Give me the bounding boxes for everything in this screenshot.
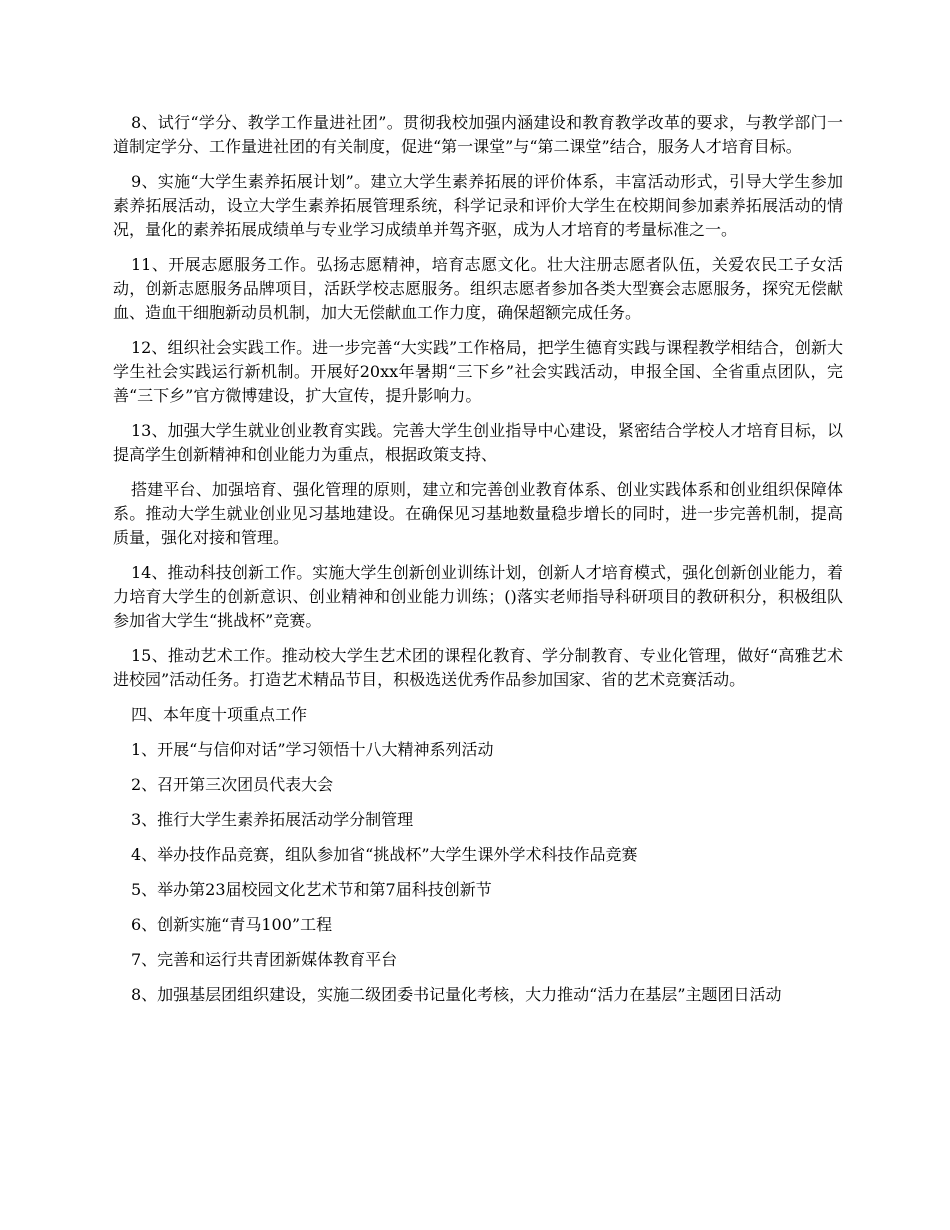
section-heading-key-tasks: 四、本年度十项重点工作 [131,705,308,724]
key-task-item-6: 6、创新实施“青马100”工程 [131,915,333,934]
paragraph-11-volunteer-service: 11、开展志愿服务工作。弘扬志愿精神，培育志愿文化。壮大注册志愿者队伍，关爱农民工子女活动，创新志愿服务品牌项目，活跃学校志愿服务。组织志愿者参加各类大型赛会志愿服务，探究无偿献血、造血干细胞新动员机制，加大无偿献血工作力度，确保超额完成任务。 [113,255,843,322]
key-task-item-4: 4、举办技作品竞赛，组队参加省“挑战杯”大学生课外学术科技作品竞赛 [131,845,638,864]
key-task-item-8: 8、加强基层团组织建设，实施二级团委书记量化考核，大力推动“活力在基层”主题团日活动 [131,985,782,1004]
paragraph-13-employment-entrepreneurship: 13、加强大学生就业创业教育实践。完善大学生创业指导中心建设，紧密结合学校人才培育目标，以提高学生创新精神和创业能力为重点，根据政策支持、 [113,421,843,464]
paragraph-8-credits-in-clubs: 8、试行“学分、教学工作量进社团”。贯彻我校加强内涵建设和教育教学改革的要求，与教学部门一道制定学分、工作量进社团的有关制度，促进“第一课堂”与“第二课堂”结合，服务人才培育目标。 [113,113,843,156]
key-task-item-7: 7、完善和运行共青团新媒体教育平台 [131,950,398,969]
paragraph-15-art-work: 15、推动艺术工作。推动校大学生艺术团的课程化教育、学分制教育、专业化管理，做好“高雅艺术进校园”活动任务。打造艺术精品节目，积极选送优秀作品参加国家、省的艺术竞赛活动。 [113,646,843,689]
paragraph-13-continued: 搭建平台、加强培育、强化管理的原则，建立和完善创业教育体系、创业实践体系和创业组织保障体系。推动大学生就业创业见习基地建设。在确保见习基地数量稳步增长的同时，进一步完善机制，提高质量，强化对接和管理。 [113,480,843,547]
key-task-item-5: 5、举办第23届校园文化艺术节和第7届科技创新节 [131,880,492,899]
key-task-item-1: 1、开展“与信仰对话”学习领悟十八大精神系列活动 [131,740,494,759]
key-task-item-3: 3、推行大学生素养拓展活动学分制管理 [131,810,414,829]
document-body [113,111,843,1018]
paragraph-9-quality-expansion-plan: 9、实施“大学生素养拓展计划”。建立大学生素养拓展的评价体系，丰富活动形式，引导大学生参加素养拓展活动，设立大学生素养拓展管理系统，科学记录和评价大学生在校期间参加素养拓展活动的情况，量化的素养拓展成绩单与专业学习成绩单并驾齐驱，成为人才培育的考量标准之一。 [113,172,843,239]
key-task-item-2: 2、召开第三次团员代表大会 [131,775,334,794]
paragraph-14-technology-innovation: 14、推动科技创新工作。实施大学生创新创业训练计划，创新人才培育模式，强化创新创业能力，着力培育大学生的创新意识、创业精神和创业能力训练；()落实老师指导科研项目的教研积分，积极组队参加省大学生“挑战杯”竞赛。 [113,563,843,630]
paragraph-12-social-practice: 12、组织社会实践工作。进一步完善“大实践”工作格局，把学生德育实践与课程教学相结合，创新大学生社会实践运行新机制。开展好20xx年暑期“三下乡”社会实践活动，申报全国、全省重点团队，完善“三下乡”官方微博建设，扩大宣传，提升影响力。 [113,338,843,405]
